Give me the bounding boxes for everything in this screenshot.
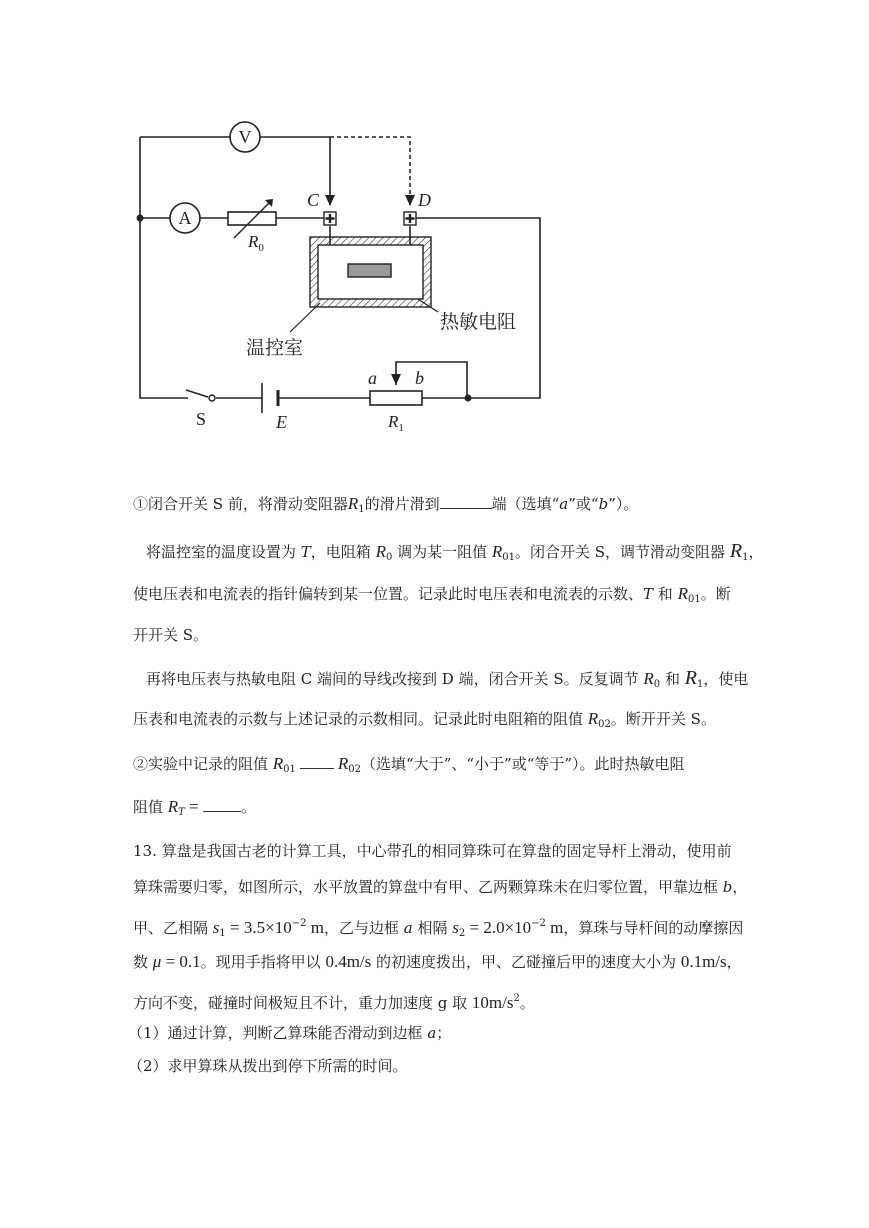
temp-symbol: T <box>300 543 311 561</box>
q1-text-suffix: 端（选填“ <box>491 495 560 513</box>
r02-sub: 02 <box>598 719 611 730</box>
thermistor <box>348 264 391 277</box>
step1-line-1 <box>146 540 869 569</box>
s1-unit: m <box>306 918 324 937</box>
step1-text-d: 。闭合开关 S，调节滑动变阻器 <box>515 543 730 561</box>
q2-text: ②实验中记录的阻值 <box>133 755 273 773</box>
frame-a: a <box>427 1024 437 1042</box>
r1-sub: 1 <box>696 679 704 690</box>
answer-blank-1 <box>440 494 492 509</box>
rheostat-r1 <box>370 391 422 405</box>
r1-symbol: R <box>729 540 743 562</box>
q13-line-5 <box>133 988 869 1014</box>
rt-sub: T <box>178 807 185 818</box>
q13-sub1-end: ； <box>436 1024 452 1042</box>
r01-sub: 01 <box>502 552 516 563</box>
mu-symbol: μ <box>152 952 162 971</box>
s2-unit: m <box>545 918 564 937</box>
q13-line-2 <box>133 876 869 898</box>
step2-line-1 <box>146 667 869 696</box>
r1-sub: 1 <box>742 552 749 563</box>
r1-label: $R_1$ <box>388 412 404 434</box>
equals-sign: = <box>184 797 203 816</box>
q1-text: ①闭合开关 S 前，将滑动变阻器 <box>133 495 348 513</box>
battery-symbol <box>262 383 278 413</box>
step1-text-2c: 。断 <box>700 585 731 603</box>
r01-sub: 01 <box>283 764 296 775</box>
s1-symbol: s <box>212 918 220 937</box>
q2-end: 。 <box>240 798 256 816</box>
question-2-line-1 <box>133 753 869 781</box>
q13-sub1-text: （1）通过计算，判断乙算珠能否滑动到边框 <box>128 1024 428 1042</box>
r01-symbol: R <box>677 584 688 603</box>
q13-sub2-text: （2）求甲算珠从拨出到停下所需的时间。 <box>128 1057 408 1075</box>
q1-text-mid: 的滑片滑到 <box>364 495 440 513</box>
step2-text-2a: 压表和电流表的示数与上述记录的示数相同。记录此时电阻箱的阻值 <box>133 710 588 728</box>
step2-text-c: ，使电 <box>703 670 749 688</box>
q13-text-3b: ，乙与边框 <box>323 919 404 937</box>
gravity-exponent: 2 <box>513 993 520 1004</box>
terminal-c-label: C <box>307 190 320 210</box>
q1-end: ”）。 <box>608 495 639 513</box>
s2-symbol: s <box>452 918 459 937</box>
rheostat-end-a: a <box>368 368 377 388</box>
step1-text-e: ， <box>748 543 764 561</box>
q13-text-4c: 的初速度拨出，甲、乙碰撞后甲的速度大小为 <box>371 953 681 971</box>
q13-sub-1 <box>128 1022 869 1044</box>
q13-line-3 <box>133 913 869 945</box>
r0-symbol: R <box>643 669 654 688</box>
q13-text-2a: 算珠需要归零，如图所示，水平放置的算盘中有甲、乙两颗算珠未在归零位置，甲靠边框 <box>133 878 723 896</box>
step1-line-2 <box>133 583 869 611</box>
r0-symbol: R <box>375 542 386 561</box>
rheostat-end-b: b <box>415 368 424 388</box>
r01-symbol: R <box>272 754 284 773</box>
gravity-value: 10m/s <box>471 993 514 1012</box>
s1-exponent: −2 <box>291 918 307 929</box>
q13-text-5a: 方向不变，碰撞时间极短且不计，重力加速度 g 取 <box>133 994 472 1012</box>
answer-blank-3 <box>203 797 241 812</box>
step2-text-b: 和 <box>660 670 685 688</box>
step1-line-3 <box>133 624 869 646</box>
voltmeter-label: V <box>238 127 252 147</box>
frame-a: a <box>403 919 413 937</box>
speed-after-collision: 0.1m/s <box>680 952 727 971</box>
q2-text-2a: 阻值 <box>133 798 168 816</box>
temp-symbol: T <box>643 585 654 603</box>
r1-sub: 1 <box>358 504 365 515</box>
q13-line-1 <box>133 840 869 862</box>
q13-text-5b: 。 <box>519 994 535 1012</box>
r1-symbol: R <box>684 667 697 689</box>
s2-exponent: −2 <box>531 918 546 929</box>
step2-line-2 <box>133 708 869 736</box>
q13-text-3c: 相隔 <box>412 919 453 937</box>
q13-text-4b: 。现用手指将甲以 <box>200 953 326 971</box>
question-2-line-2 <box>133 796 869 824</box>
question-1-line <box>133 493 869 521</box>
switch-label: S <box>196 409 207 429</box>
switch-symbol <box>209 395 215 401</box>
thermistor-label: 热敏电阻 <box>440 312 517 333</box>
frame-b: b <box>722 878 733 896</box>
r01-sub: 01 <box>687 594 701 605</box>
r1-symbol: R <box>347 494 359 513</box>
q13-text-3a: 甲、乙相隔 <box>133 919 213 937</box>
step1-text-c: 调为某一阻值 <box>392 543 492 561</box>
s2-sub: 2 <box>458 928 466 939</box>
s1-value: = 3.5×10 <box>225 918 292 937</box>
mu-value: = 0.1 <box>161 952 201 971</box>
rt-symbol: R <box>167 797 179 816</box>
q1-or: ”或“ <box>568 495 599 513</box>
resistor-box-r0 <box>228 212 276 225</box>
step1-text: 将温控室的温度设置为 <box>146 543 301 561</box>
r02-sub: 02 <box>348 764 362 775</box>
chamber-label: 温控室 <box>246 338 304 359</box>
option-b: b <box>598 495 609 513</box>
q13-text-4d: ， <box>726 953 742 971</box>
circuit-diagram <box>110 100 570 450</box>
step1-text-b: ，电阻箱 <box>310 543 376 561</box>
q13-text-1: 13. 算盘是我国古老的计算工具，中心带孔的相同算珠可在算盘的固定导杆上滑动，使用前 <box>133 842 732 860</box>
s1-sub: 1 <box>219 928 226 939</box>
option-a: a <box>559 495 569 513</box>
terminal-d-label: D <box>418 190 431 210</box>
step2-text-2b: 。断开开关 S。 <box>610 710 716 728</box>
s2-value: = 2.0×10 <box>465 918 532 937</box>
r0-sub: 0 <box>385 552 393 563</box>
r0-label: $R_0$ <box>248 232 264 254</box>
r0-sub: 0 <box>653 679 661 690</box>
step1-text-2b: 和 <box>653 585 678 603</box>
r01-symbol: R <box>491 542 503 561</box>
q2-text-b: （选填“大于”、“小于”或“等于”）。此时热敏电阻 <box>361 755 685 773</box>
step1-text-2a: 使电压表和电流表的指针偏转到某一位置。记录此时电压表和电流表的示数、 <box>133 585 644 603</box>
q13-text-2c: ， <box>732 878 748 896</box>
r02-symbol: R <box>587 709 599 728</box>
ammeter-label: A <box>178 208 192 228</box>
q13-text-3d: ，算珠与导杆间的动摩擦因 <box>563 919 744 937</box>
q13-line-4 <box>133 951 869 973</box>
initial-speed: 0.4m/s <box>325 952 372 971</box>
q13-text-4a: 数 <box>133 953 153 971</box>
step2-text: 再将电压表与热敏电阻 C 端间的导线改接到 D 端，闭合开关 S。反复调节 <box>146 670 644 688</box>
r02-symbol: R <box>337 754 349 773</box>
step1-text-3: 开开关 S。 <box>133 626 209 644</box>
answer-blank-2 <box>300 754 334 769</box>
q13-sub-2 <box>128 1055 869 1077</box>
battery-label: E <box>276 412 287 432</box>
